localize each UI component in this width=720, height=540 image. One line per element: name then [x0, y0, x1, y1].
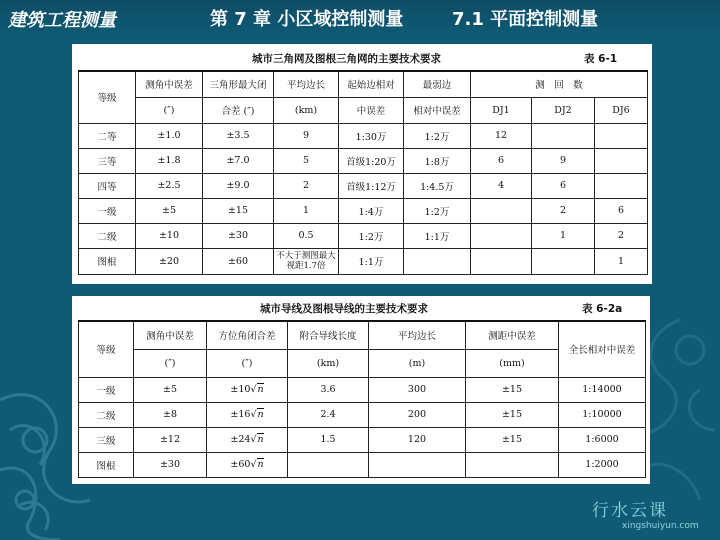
head-dist-err: 测距中误差	[466, 321, 559, 349]
table-row	[79, 173, 648, 198]
cell-side: 1	[274, 198, 339, 223]
logo-url: xingshuiyun.com	[622, 521, 699, 531]
cell-dist: ±15	[466, 402, 559, 427]
cell-tri: ±60	[203, 248, 274, 274]
head-rounds: 测 回 数	[471, 71, 648, 97]
head-avg-side: 平均边长	[274, 71, 339, 97]
cell-tri: ±9.0	[203, 173, 274, 198]
cell-dj6	[595, 123, 648, 148]
table-row	[79, 248, 648, 274]
cell-length: 1.5	[288, 427, 369, 452]
cell-dist	[466, 452, 559, 477]
cell-side: 300	[369, 377, 466, 402]
sqrt-n: n	[257, 384, 264, 395]
cell-angle: ±1.0	[136, 123, 203, 148]
cell-weak: 1:4.5万	[404, 173, 471, 198]
cell-rel: 1:10000	[559, 402, 646, 427]
cell-weak: 1:2万	[404, 123, 471, 148]
cell-dj2: 2	[532, 198, 595, 223]
cell-start: 1:30万	[339, 123, 404, 148]
cell-side: 2	[274, 173, 339, 198]
triangulation-table-panel	[72, 44, 652, 284]
sqrt-n: n	[257, 459, 264, 470]
table-row	[79, 427, 646, 452]
cell-grade: 一级	[79, 198, 136, 223]
cell-azimuth: ±10√n	[207, 377, 288, 402]
cell-azimuth-value: ±24	[230, 434, 251, 445]
table-row	[79, 148, 648, 173]
head-angle-err: 测角中误差	[136, 71, 203, 97]
head-length: 附合导线长度	[288, 321, 369, 349]
cell-start: 1:1万	[339, 248, 404, 274]
cell-grade: 四等	[79, 173, 136, 198]
course-title: 建筑工程测量	[8, 10, 116, 31]
cell-grade: 二级	[79, 223, 136, 248]
head-dj2: DJ2	[532, 97, 595, 123]
cell-azimuth-value: ±60	[230, 459, 251, 470]
cell-grade: 三级	[79, 427, 134, 452]
cell-side	[369, 452, 466, 477]
head-avg-unit: (m)	[369, 349, 466, 377]
cell-start: 首级1:12万	[339, 173, 404, 198]
cell-dj6: 1	[595, 248, 648, 274]
sqrt-n: n	[257, 409, 264, 420]
cell-angle: ±5	[134, 377, 207, 402]
cell-length: 3.6	[288, 377, 369, 402]
cell-start: 1:2万	[339, 223, 404, 248]
cell-start: 首级1:20万	[339, 148, 404, 173]
cell-grade: 二等	[79, 123, 136, 148]
cell-dj6	[595, 148, 648, 173]
cell-tri: ±7.0	[203, 148, 274, 173]
cell-start: 1:4万	[339, 198, 404, 223]
brand-logo	[592, 496, 699, 531]
cell-weak	[404, 248, 471, 274]
cell-tri: ±15	[203, 198, 274, 223]
head-dist-unit: (mm)	[466, 349, 559, 377]
cell-angle: ±30	[134, 452, 207, 477]
cell-length: 2.4	[288, 402, 369, 427]
head-angle-unit: (″)	[134, 349, 207, 377]
cell-dj6: 6	[595, 198, 648, 223]
cell-grade: 图根	[79, 452, 134, 477]
cell-angle: ±20	[136, 248, 203, 274]
table1-tag: 表 6-1	[584, 53, 618, 65]
cell-dist: ±15	[466, 377, 559, 402]
cell-dj2: 1	[532, 223, 595, 248]
triangulation-table	[78, 70, 648, 275]
cell-dj2	[532, 123, 595, 148]
table-row	[79, 198, 648, 223]
cell-dj1	[471, 223, 532, 248]
cell-weak: 1:2万	[404, 198, 471, 223]
table1-title: 城市三角网及图根三角网的主要技术要求	[252, 53, 441, 65]
title-bar	[0, 0, 720, 35]
head-azimuth-unit: (″)	[207, 349, 288, 377]
logo-name: 行水云课	[592, 501, 668, 521]
head-start-side: 起始边相对	[339, 71, 404, 97]
table2-tag: 表 6-2a	[582, 303, 623, 315]
cell-grade: 三等	[79, 148, 136, 173]
cell-dj6	[595, 173, 648, 198]
table-row	[79, 402, 646, 427]
cell-angle: ±10	[136, 223, 203, 248]
head-length-unit: (km)	[288, 349, 369, 377]
cell-dj6: 2	[595, 223, 648, 248]
cell-dj1	[471, 248, 532, 274]
head-rel-err: 全长相对中误差	[559, 321, 646, 377]
cell-azimuth-value: ±10	[230, 384, 251, 395]
cell-dj2: 6	[532, 173, 595, 198]
cell-dj1: 4	[471, 173, 532, 198]
cell-tri: ±30	[203, 223, 274, 248]
traverse-table-panel	[72, 296, 650, 484]
cell-side: 120	[369, 427, 466, 452]
cell-dj2	[532, 248, 595, 274]
cell-grade: 二级	[79, 402, 134, 427]
cell-rel: 1:6000	[559, 427, 646, 452]
head-tri-close: 三角形最大闭	[203, 71, 274, 97]
head-angle-unit: (″)	[136, 97, 203, 123]
head-tri-close2: 合差 (″)	[203, 97, 274, 123]
head-avg-side: 平均边长	[369, 321, 466, 349]
cell-weak: 1:8万	[404, 148, 471, 173]
cell-grade: 一级	[79, 377, 134, 402]
cell-dj1: 6	[471, 148, 532, 173]
head-grade: 等级	[79, 71, 136, 123]
cell-azimuth: ±60√n	[207, 452, 288, 477]
head-weak-side: 最弱边	[404, 71, 471, 97]
head-weak-side2: 相对中误差	[404, 97, 471, 123]
cell-angle: ±8	[134, 402, 207, 427]
cell-side: 0.5	[274, 223, 339, 248]
cell-angle: ±2.5	[136, 173, 203, 198]
head-dj1: DJ1	[471, 97, 532, 123]
cell-side: 5	[274, 148, 339, 173]
cell-dist: ±15	[466, 427, 559, 452]
cell-angle: ±1.8	[136, 148, 203, 173]
cell-azimuth: ±24√n	[207, 427, 288, 452]
cell-weak: 1:1万	[404, 223, 471, 248]
cell-grade: 图根	[79, 248, 136, 274]
cell-rel: 1:14000	[559, 377, 646, 402]
head-avg-unit: (km)	[274, 97, 339, 123]
table-row	[79, 452, 646, 477]
head-angle-err: 测角中误差	[134, 321, 207, 349]
table2-title: 城市导线及图根导线的主要技术要求	[260, 303, 428, 315]
cell-tri: ±3.5	[203, 123, 274, 148]
head-azimuth: 方位角闭合差	[207, 321, 288, 349]
table-row	[79, 123, 648, 148]
cell-azimuth-value: ±16	[230, 409, 251, 420]
head-start-side2: 中误差	[339, 97, 404, 123]
table-row	[79, 377, 646, 402]
cell-angle: ±5	[136, 198, 203, 223]
cell-azimuth: ±16√n	[207, 402, 288, 427]
chapter-title: 第 7 章 小区域控制测量	[210, 9, 404, 30]
table-row	[79, 223, 648, 248]
cell-dj1: 12	[471, 123, 532, 148]
head-dj6: DJ6	[595, 97, 648, 123]
traverse-table	[78, 320, 646, 478]
cell-angle: ±12	[134, 427, 207, 452]
cell-side: 不大于测图最大视距1.7倍	[274, 248, 339, 274]
cell-side: 200	[369, 402, 466, 427]
cell-dj2: 9	[532, 148, 595, 173]
cell-rel: 1:2000	[559, 452, 646, 477]
sqrt-n: n	[257, 434, 264, 445]
head-grade: 等级	[79, 321, 134, 377]
section-title: 7.1 平面控制测量	[452, 9, 599, 30]
cell-length	[288, 452, 369, 477]
cell-dj1	[471, 198, 532, 223]
cell-side: 9	[274, 123, 339, 148]
